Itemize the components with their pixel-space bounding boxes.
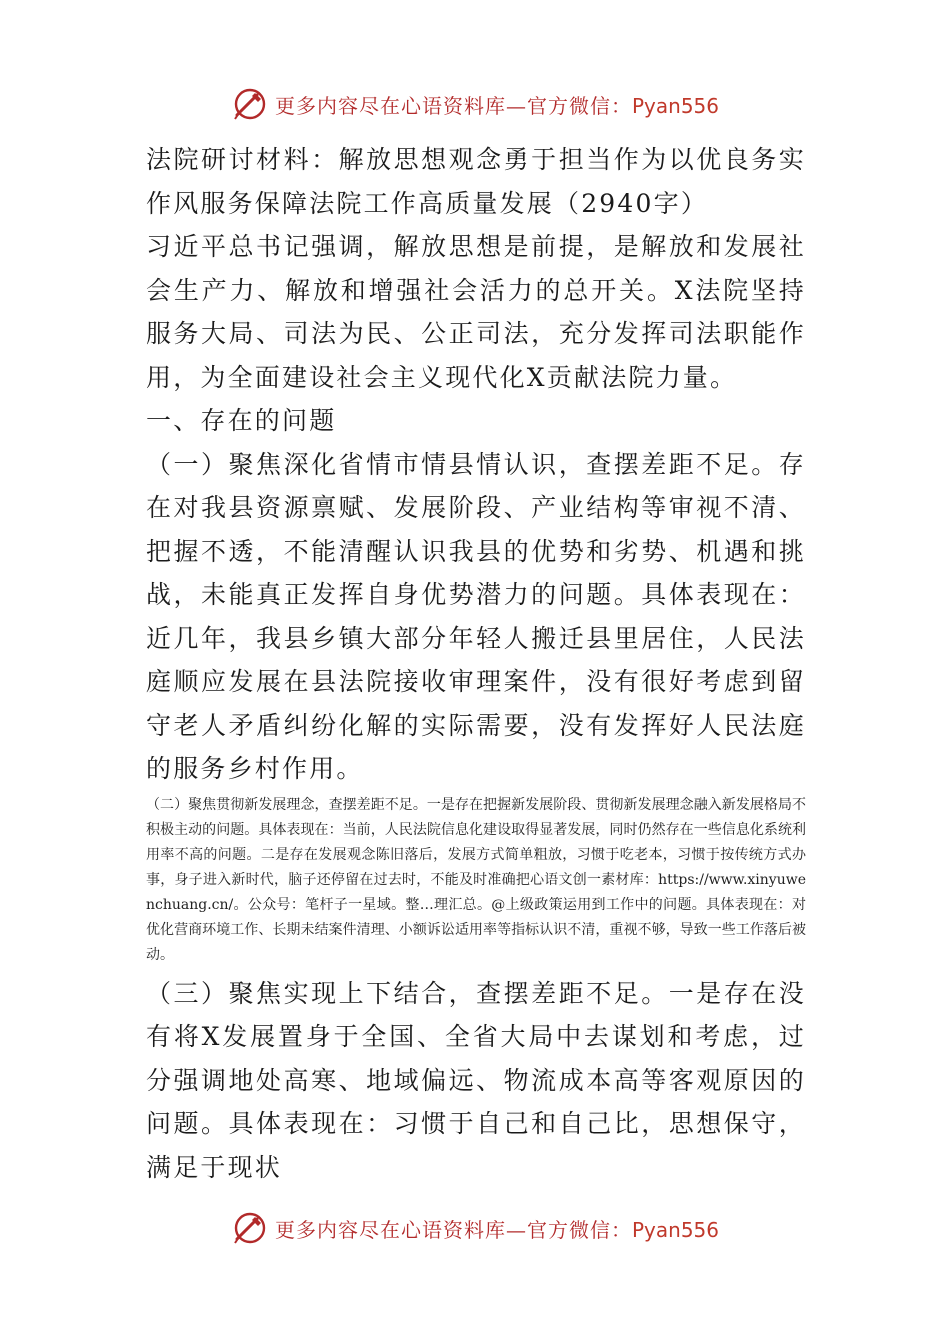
pen-logo-icon bbox=[231, 1209, 269, 1247]
pen-logo-icon bbox=[231, 85, 269, 123]
document-body bbox=[146, 138, 806, 1189]
section-heading: 一、存在的问题 bbox=[146, 406, 337, 435]
intro-paragraph: 习近平总书记强调，解放思想是前提，是解放和发展社会生产力、解放和增强社会活力的总开关。X法院坚持服务大局、司法为民、公正司法，充分发挥司法职能作用，为全面建设社会主义现代化X贡献法院力量。 bbox=[146, 232, 806, 392]
paragraph-3: （三）聚焦实现上下结合，查摆差距不足。一是存在没有将X发展置身于全国、全省大局中去谋划和考虑，过分强调地处高寒、地域偏远、物流成本高等客观原因的问题。具体表现在：习惯于自己和自己比，思想保守，满足于现状 bbox=[146, 978, 806, 1182]
paragraph-1: （一）聚焦深化省情市情县情认识，查摆差距不足。存在对我县资源禀赋、发展阶段、产业结构等审视不清、把握不透，不能清醒认识我县的优势和劣势、机遇和挑战，未能真正发挥自身优势潜力的问题。具体表现在：近几年，我县乡镇大部分年轻人搬迁县里居住，人民法庭顺应发展在县法院接收审理案件，没有很好考虑到留守老人矛盾纠纷化解的实际需要，没有发挥好人民法庭的服务乡村作用。 bbox=[146, 449, 806, 783]
footer-banner bbox=[0, 1206, 950, 1250]
banner-brand: Pyan556 bbox=[631, 1217, 719, 1242]
header-banner bbox=[0, 82, 950, 126]
banner-text: 更多内容尽在心语资料库—官方微信：Pyan556 bbox=[274, 93, 719, 118]
document-title: 法院研讨材料：解放思想观念勇于担当作为以优良务实作风服务保障法院工作高质量发展（2940字） bbox=[146, 145, 806, 218]
banner-brand: Pyan556 bbox=[631, 93, 719, 118]
banner-text: 更多内容尽在心语资料库—官方微信：Pyan556 bbox=[274, 1217, 719, 1242]
paragraph-2: （二）聚焦贯彻新发展理念，查摆差距不足。一是存在把握新发展阶段、贯彻新发展理念融入新发展格局不积极主动的问题。具体表现在：当前，人民法院信息化建设取得显著发展，同时仍然存在一些信息化系统利用率不高的问题。二是存在发展观念陈旧落后，发展方式简单粗放，习惯于吃老本，习惯于按传统方式办事，身子进入新时代，脑子还停留在过去时，不能及时准确把心语文创一素材库：https://www.xinyuwenchuang.cn/。公众号：笔杆子一星域。整…理汇总。@上级政策运用到工作中的问题。具体表现在：对优化营商环境工作、长期未结案件清理、小额诉讼适用率等指标认识不清，重视不够，导致一些工作落后被动。 bbox=[146, 796, 806, 963]
